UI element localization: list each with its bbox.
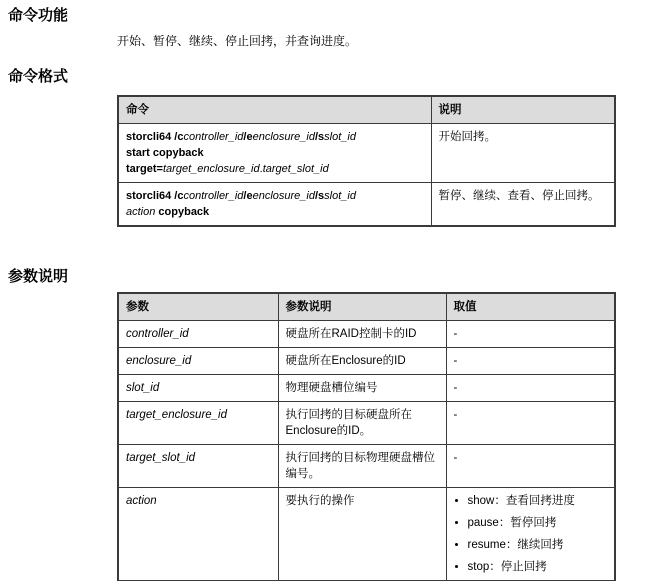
action-value-stop: • stop：停止回拷	[468, 559, 608, 575]
param-description: 执行回拷的目标物理硬盘槽位编号。	[278, 445, 446, 488]
param-value: -	[446, 402, 615, 445]
table-row	[118, 402, 615, 445]
column-header-parameter: 参数	[118, 293, 278, 321]
param-description: 要执行的操作	[278, 488, 446, 581]
param-value: -	[446, 321, 615, 348]
action-value-resume: • resume：继续回拷	[468, 537, 608, 553]
param-description: 执行回拷的目标硬盘所在Enclosure的ID。	[278, 402, 446, 445]
section-heading-parameter-description: 参数说明	[8, 268, 69, 285]
action-value-list	[454, 493, 608, 575]
param-name: controller_id	[118, 321, 278, 348]
param-description: 硬盘所在RAID控制卡的ID	[278, 321, 446, 348]
param-value: -	[446, 348, 615, 375]
command-description: 开始回拷。	[431, 124, 615, 183]
param-name: target_enclosure_id	[118, 402, 278, 445]
parameter-table	[117, 292, 616, 581]
column-header-description: 说明	[431, 96, 615, 124]
param-value: -	[446, 445, 615, 488]
section-heading-command-format: 命令格式	[8, 68, 69, 85]
param-name: slot_id	[118, 375, 278, 402]
command-syntax-action-copyback: storcli64 /ccontroller_id/eenclosure_id/sslot_id action copyback	[118, 183, 431, 227]
table-row	[118, 124, 615, 183]
section-heading-command-function: 命令功能	[8, 7, 69, 24]
table-row	[118, 183, 615, 227]
param-name: action	[118, 488, 278, 581]
table-row	[118, 488, 615, 581]
command-syntax-start-copyback: storcli64 /ccontroller_id/eenclosure_id/sslot_id start copyback target=target_enclosure_id.target_slot_id	[118, 124, 431, 183]
action-value-show: • show：查看回拷进度	[468, 493, 608, 509]
param-name: enclosure_id	[118, 348, 278, 375]
table-row	[118, 321, 615, 348]
param-value-options	[446, 488, 615, 581]
table-row	[118, 445, 615, 488]
table-header-row	[118, 96, 615, 124]
column-header-value: 取值	[446, 293, 615, 321]
param-name: target_slot_id	[118, 445, 278, 488]
command-description: 暂停、继续、查看、停止回拷。	[431, 183, 615, 227]
column-header-command: 命令	[118, 96, 431, 124]
command-function-text: 开始、暂停、继续、停止回拷，并查询进度。	[117, 34, 358, 48]
action-value-pause: • pause：暂停回拷	[468, 515, 608, 531]
param-value: -	[446, 375, 615, 402]
table-row	[118, 348, 615, 375]
table-header-row	[118, 293, 615, 321]
column-header-parameter-description: 参数说明	[278, 293, 446, 321]
param-description: 物理硬盘槽位编号	[278, 375, 446, 402]
table-row	[118, 375, 615, 402]
command-format-table	[117, 95, 616, 227]
param-description: 硬盘所在Enclosure的ID	[278, 348, 446, 375]
